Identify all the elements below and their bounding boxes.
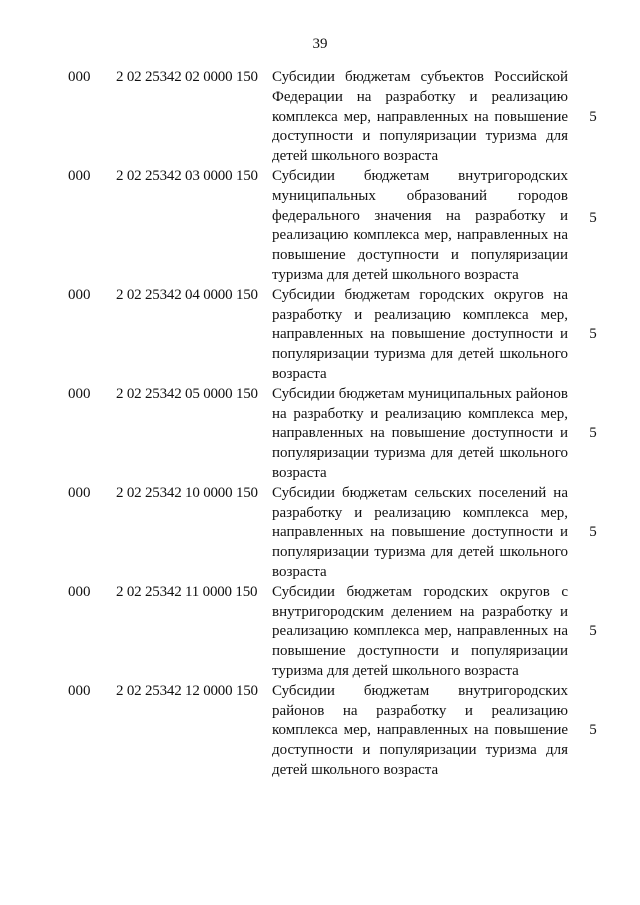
table-row xyxy=(0,167,640,286)
budget-classification-code: 2 02 25342 10 0000 150 xyxy=(116,484,258,501)
admin-code: 000 xyxy=(68,682,91,699)
admin-code: 000 xyxy=(68,385,91,402)
amount-value: 5 xyxy=(589,326,597,343)
income-description: Субсидии бюджетам сельских поселений на разработку и реализацию комплекса мер, направленных на повышение доступности и популяризации туризма для детей школьного возраста xyxy=(272,484,568,580)
amount-value: 5 xyxy=(589,209,597,226)
budget-classification-code: 2 02 25342 12 0000 150 xyxy=(116,682,258,699)
amount-value: 5 xyxy=(589,623,597,640)
amount-value: 5 xyxy=(589,524,597,541)
admin-code: 000 xyxy=(68,484,91,501)
admin-code: 000 xyxy=(68,167,91,184)
income-description: Субсидии бюджетам городских округов с внутригородским делением на разработку и реализацию комплекса мер, направленных на повышение доступности и популяризации туризма для детей школьного возраста xyxy=(272,583,568,679)
table-row xyxy=(0,68,640,167)
table-row xyxy=(0,385,640,484)
table-row xyxy=(0,682,640,781)
admin-code: 000 xyxy=(68,69,91,85)
income-description: Субсидии бюджетам субъектов Российской Федерации на разработку и реализацию комплекса мер, направленных на повышение доступности и популяризации туризма для детей школьного возраста xyxy=(272,69,568,165)
income-description: Субсидии бюджетам внутригородских районов на разработку и реализацию комплекса мер, направленных на повышение доступности и популяризации туризма для детей школьного возраста xyxy=(272,682,568,778)
budget-classification-code: 2 02 25342 02 0000 150 xyxy=(116,69,258,85)
budget-classification-code: 2 02 25342 04 0000 150 xyxy=(116,286,258,303)
budget-code-table xyxy=(0,68,640,781)
budget-classification-code: 2 02 25342 11 0000 150 xyxy=(116,583,258,600)
table-row xyxy=(0,286,640,385)
table-row xyxy=(0,583,640,682)
budget-classification-code: 2 02 25342 05 0000 150 xyxy=(116,385,258,402)
income-description: Субсидии бюджетам муниципальных районов на разработку и реализацию комплекса мер, направленных на повышение доступности и популяризации туризма для детей школьного возраста xyxy=(272,385,568,481)
income-description: Субсидии бюджетам городских округов на разработку и реализацию комплекса мер, направленных на повышение доступности и популяризации туризма для детей школьного возраста xyxy=(272,286,568,382)
amount-value: 5 xyxy=(589,722,597,739)
income-description: Субсидии бюджетам внутригородских муниципальных образований городов федерального значения на разработку и реализацию комплекса мер, направленных на повышение доступности и популяризации туризма для детей школьного возраста xyxy=(272,167,568,283)
admin-code: 000 xyxy=(68,286,91,303)
amount-value: 5 xyxy=(589,425,597,442)
budget-classification-code: 2 02 25342 03 0000 150 xyxy=(116,167,258,184)
amount-value: 5 xyxy=(589,108,597,125)
admin-code: 000 xyxy=(68,583,91,600)
page-number: 39 xyxy=(312,36,328,52)
table-row xyxy=(0,484,640,583)
